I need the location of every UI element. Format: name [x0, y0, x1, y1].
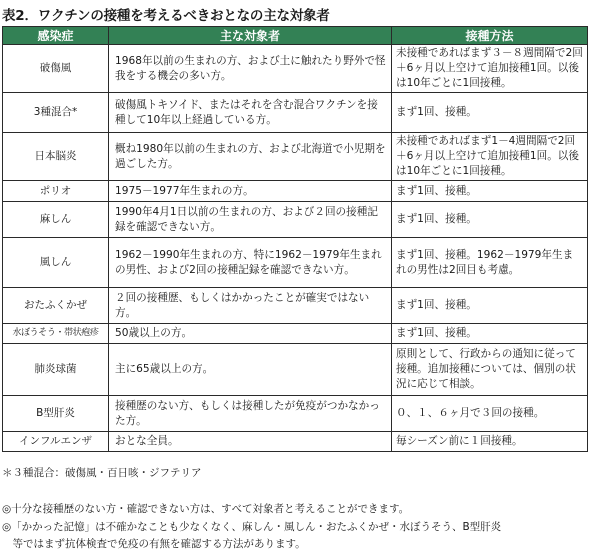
- disease-cell: B型肝炎: [3, 396, 109, 432]
- table-row: [3, 93, 588, 133]
- disease-cell: 水ぼうそう・帯状疱疹: [3, 324, 109, 344]
- target-cell: ２回の接種歴、もしくはかかったことが確実ではない方。: [109, 288, 392, 324]
- note-antibody-test-continued: 等ではまず抗体検査で免疫の有無を確認する方法があります。: [2, 538, 306, 550]
- method-cell: まず1回、接種。: [392, 288, 588, 324]
- note-eligibility: ◎十分な接種歴のない方・確認できない方は、すべて対象者と考えることができます。: [2, 503, 410, 515]
- header-target: 主な対象者: [109, 27, 392, 45]
- table-header-row: [3, 27, 588, 45]
- target-cell: 1968年以前の生まれの方、および土に触れたり野外で怪我をする機会の多い方。: [109, 45, 392, 93]
- target-cell: おとな全員。: [109, 432, 392, 452]
- method-cell: まず1回、接種。: [392, 93, 588, 133]
- table-row: [3, 324, 588, 344]
- disease-cell: 日本脳炎: [3, 133, 109, 181]
- method-cell: まず1回、接種。1962－1979年生まれの男性は2回目も考慮。: [392, 238, 588, 288]
- method-cell: ０、１、６ヶ月で３回の接種。: [392, 396, 588, 432]
- table-row: [3, 432, 588, 452]
- disease-cell: 3種混合*: [3, 93, 109, 133]
- target-cell: 1975－1977年生まれの方。: [109, 181, 392, 202]
- disease-cell: ポリオ: [3, 181, 109, 202]
- method-cell: まず1回、接種。: [392, 202, 588, 238]
- method-cell: まず1回、接種。: [392, 324, 588, 344]
- table-row: [3, 45, 588, 93]
- target-cell: 破傷風トキソイド、またはそれを含む混合ワクチンを接種して10年以上経過している方。: [109, 93, 392, 133]
- method-cell: 原則として、行政からの通知に従って接種。追加接種については、個別の状況に応じて相談。: [392, 344, 588, 396]
- method-cell: まず1回、接種。: [392, 181, 588, 202]
- header-method: 接種方法: [392, 27, 588, 45]
- table-title: 表2．ワクチンの接種を考えるべきおとなの主な対象者: [2, 8, 330, 24]
- disease-cell: 肺炎球菌: [3, 344, 109, 396]
- method-cell: 毎シーズン前に１回接種。: [392, 432, 588, 452]
- target-cell: 概ね1980年以前の生まれの方、および北海道で小児期を過ごした方。: [109, 133, 392, 181]
- disease-cell: 破傷風: [3, 45, 109, 93]
- method-cell: 未接種であればまず３－８週間隔で2回＋6ヶ月以上空けて追加接種1回。以後は10年ごとに1回接種。: [392, 45, 588, 93]
- method-cell: 未接種であればまず1－4週間隔で2回＋6ヶ月以上空けて追加接種1回。以後は10年ごとに1回接種。: [392, 133, 588, 181]
- table-row: [3, 181, 588, 202]
- disease-cell: 風しん: [3, 238, 109, 288]
- disease-cell: 麻しん: [3, 202, 109, 238]
- vaccine-table: [2, 26, 588, 452]
- note-antibody-test: ◎「かかった記憶」は不確かなことも少なくなく、麻しん・風しん・おたふくかぜ・水ぼうそう、B型肝炎: [2, 521, 502, 533]
- table-row: [3, 133, 588, 181]
- table-row: [3, 344, 588, 396]
- table-row: [3, 202, 588, 238]
- disease-cell: インフルエンザ: [3, 432, 109, 452]
- table-row: [3, 238, 588, 288]
- header-disease: 感染症: [3, 27, 109, 45]
- target-cell: 1962－1990年生まれの方、特に1962－1979年生まれの男性、および2回の接種記録を確認できない方。: [109, 238, 392, 288]
- target-cell: 主に65歳以上の方。: [109, 344, 392, 396]
- target-cell: 接種歴のない方、もしくは接種したが免疫がつかなかった方。: [109, 396, 392, 432]
- footnote-three-combo: ＊３種混合：破傷風・百日咳・ジフテリア: [2, 467, 202, 479]
- table-row: [3, 288, 588, 324]
- disease-cell: おたふくかぜ: [3, 288, 109, 324]
- table-row: [3, 396, 588, 432]
- target-cell: 1990年4月1日以前の生まれの方、および２回の接種記録を確認できない方。: [109, 202, 392, 238]
- target-cell: 50歳以上の方。: [109, 324, 392, 344]
